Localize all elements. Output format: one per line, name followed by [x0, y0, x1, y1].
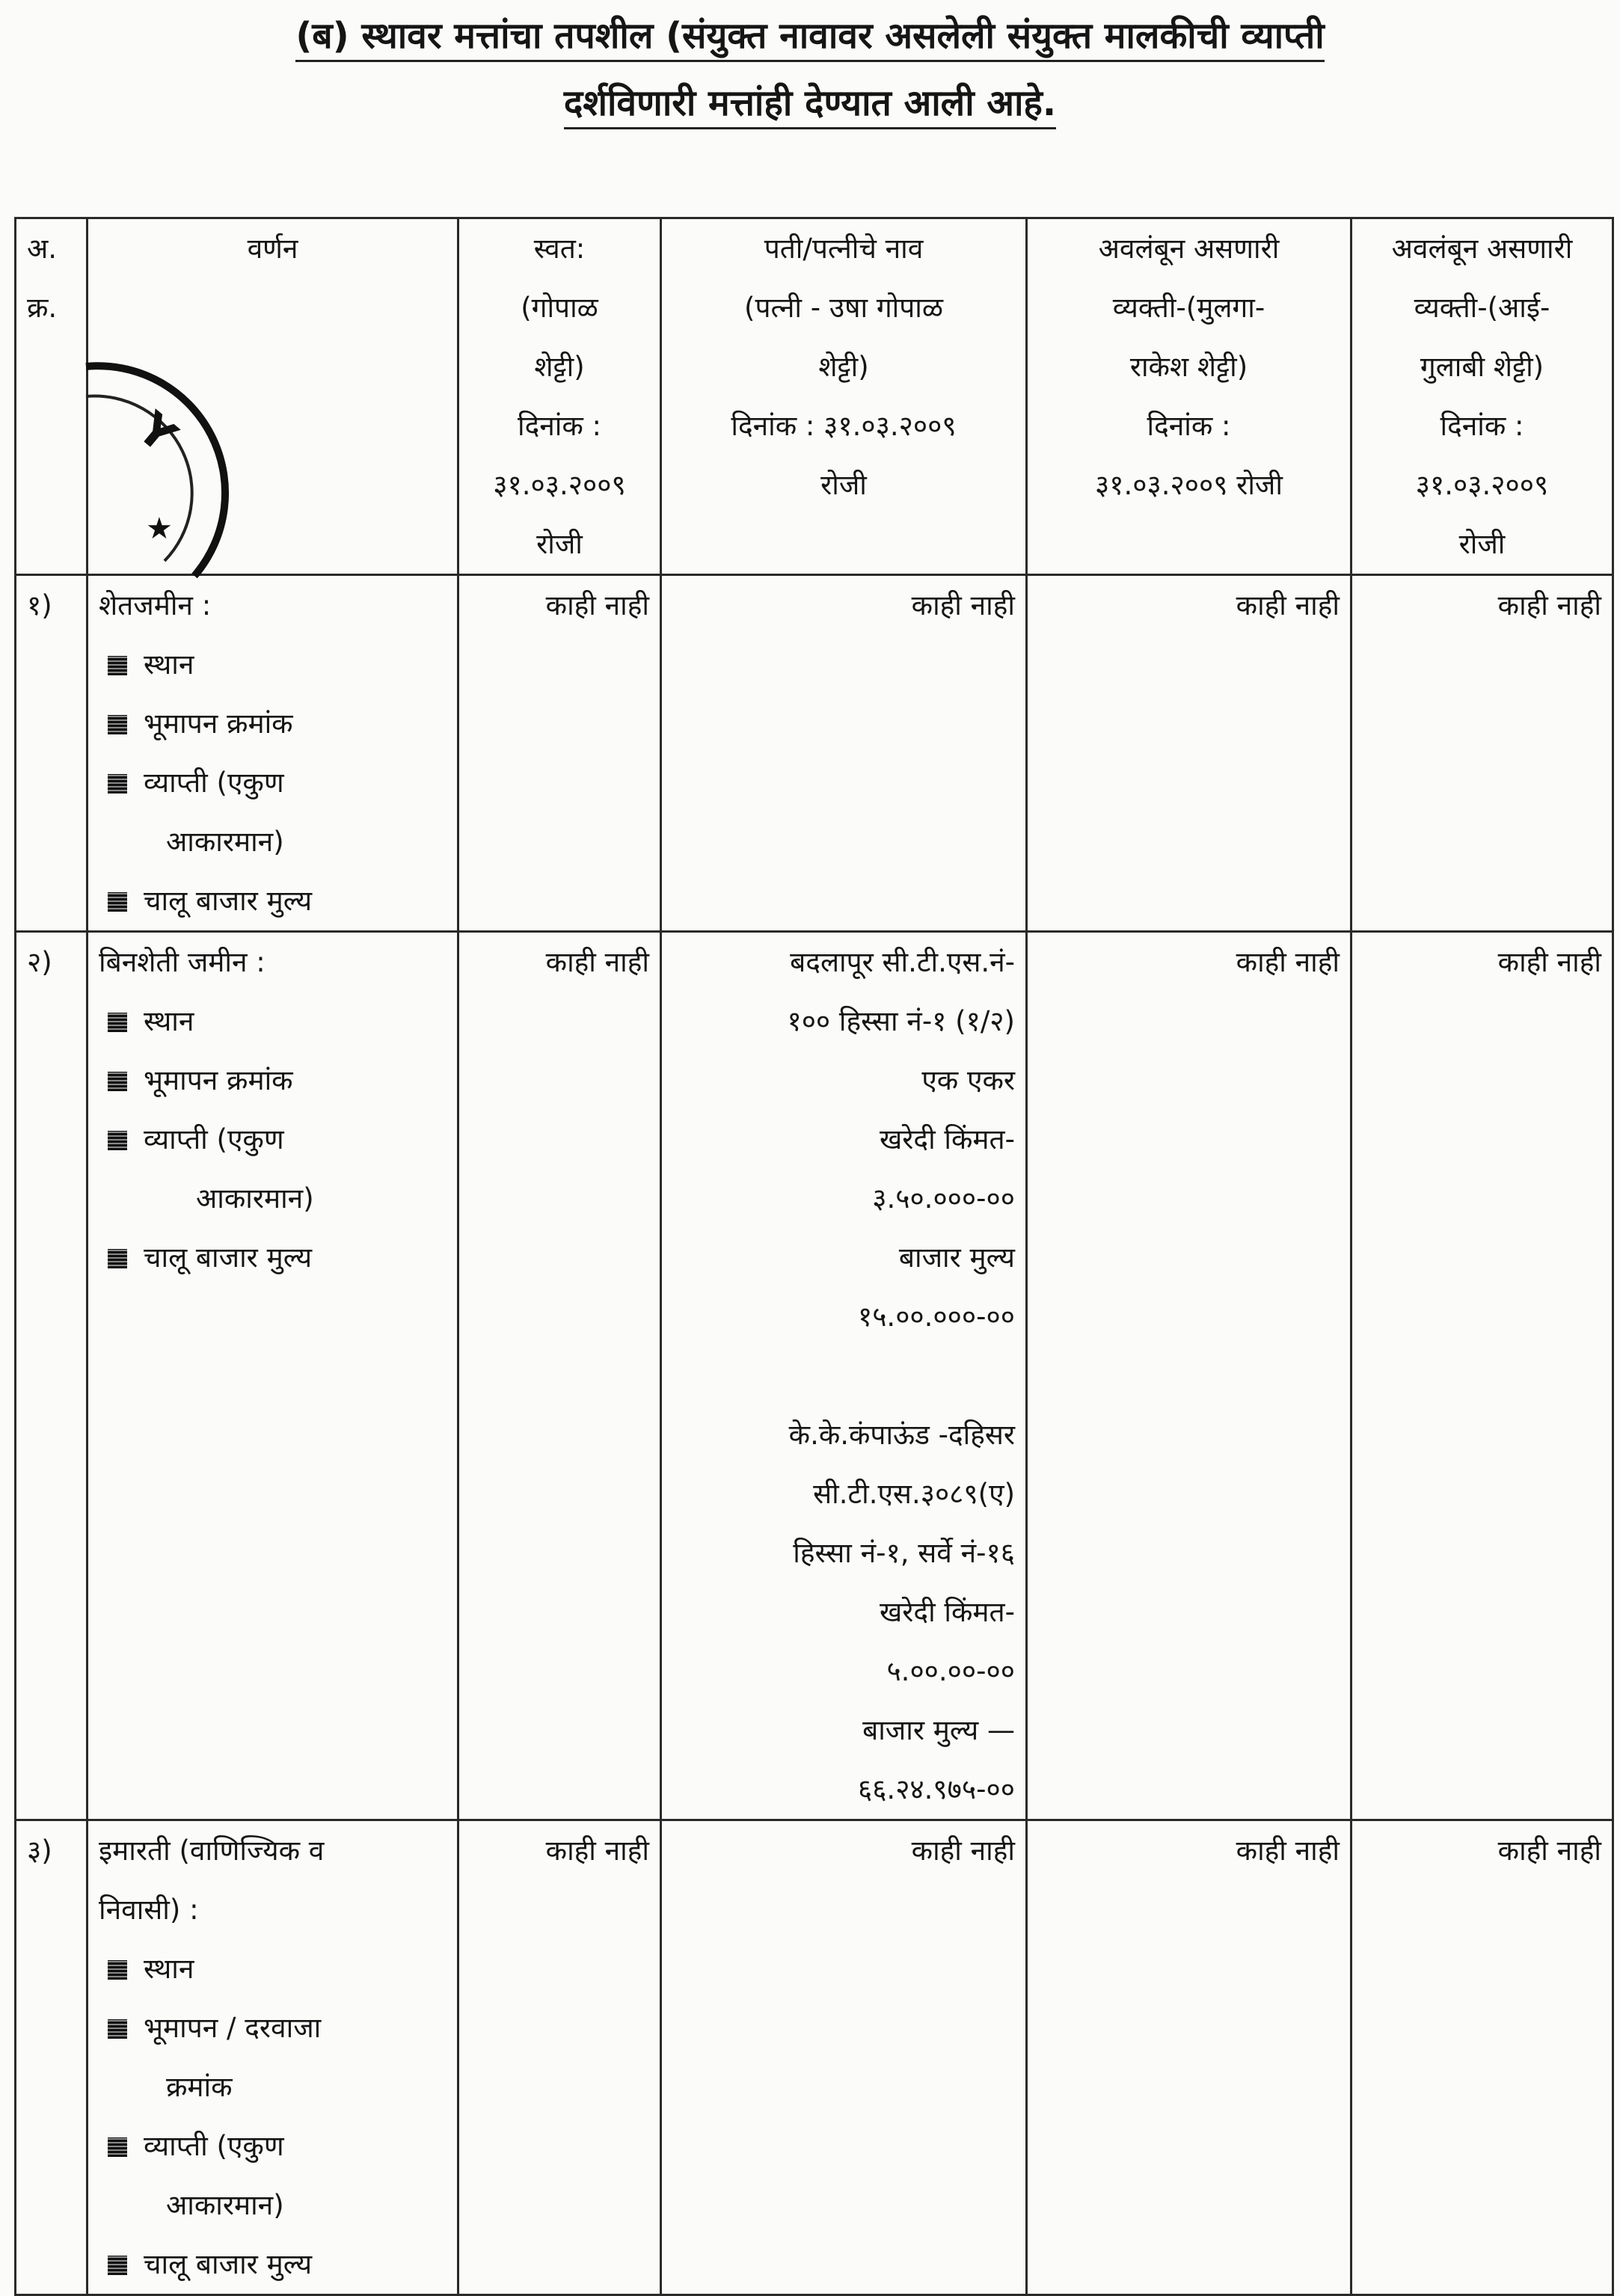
dependent-mother-cell: काही नाही — [1351, 1820, 1613, 2295]
description-cell: बिनशेती जमीन : स्थान भूमापन क्रमांक व्याप्ती (एकुण आकारमान) चालू बाजार मुल्य — [88, 932, 458, 1820]
document-title-line2: दर्शविणारी मत्तांही देण्यात आली आहे. — [0, 78, 1620, 126]
table-row — [16, 575, 1613, 932]
svg-text:★: ★ — [146, 512, 173, 546]
dependent-mother-cell: काही नाही — [1351, 932, 1613, 1820]
description-cell: इमारती (वाणिज्यिक व निवासी) : स्थान भूमापन / दरवाजा क्रमांक व्याप्ती (एकुण आकारमान) चालू बाजार मुल्य — [88, 1820, 458, 2295]
serial-cell: २) — [16, 932, 88, 1820]
dependent-son-cell: काही नाही — [1027, 1820, 1351, 2295]
serial-cell: १) — [16, 575, 88, 932]
spouse-cell: काही नाही — [661, 575, 1027, 932]
table-row — [16, 1820, 1613, 2295]
spouse-cell: काही नाही — [661, 1820, 1027, 2295]
header-spouse: पती/पत्नीचे नाव (पत्नी - उषा गोपाळ शेट्टी) दिनांक : ३१.०३.२००९ रोजी — [661, 218, 1027, 575]
table-header-row — [16, 218, 1613, 575]
self-cell: काही नाही — [458, 1820, 661, 2295]
self-cell: काही नाही — [458, 932, 661, 1820]
header-dependent-son: अवलंबून असणारी व्यक्ती-(मुलगा- राकेश शेट्टी) दिनांक : ३१.०३.२००९ रोजी — [1027, 218, 1351, 575]
immovable-assets-table — [14, 217, 1614, 2296]
dependent-son-cell: काही नाही — [1027, 575, 1351, 932]
dependent-son-cell: काही नाही — [1027, 932, 1351, 1820]
dependent-mother-cell: काही नाही — [1351, 575, 1613, 932]
svg-text:Y: Y — [127, 402, 186, 464]
self-cell: काही नाही — [458, 575, 661, 932]
serial-cell: ३) — [16, 1820, 88, 2295]
table-row — [16, 932, 1613, 1820]
spouse-cell: बदलापूर सी.टी.एस.नं- १०० हिस्सा नं-१ (१/२) एक एकर खरेदी किंमत- ३.५०.०००-०० बाजार मुल्य १५.००.०००-०० के.के.कंपाऊंड -दहिसर सी.टी.एस.३०८९(ए) हिस्सा नं-१, सर्वे नं-१६ खरेदी किंमत- ५.००.००-०० बाजार मुल्य — ६६.२४.९७५-०० — [661, 932, 1027, 1820]
header-dependent-mother: अवलंबून असणारी व्यक्ती-(आई- गुलाबी शेट्टी) दिनांक : ३१.०३.२००९ रोजी — [1351, 218, 1613, 575]
header-self: स्वत: (गोपाळ शेट्टी) दिनांक : ३१.०३.२००९ रोजी — [458, 218, 661, 575]
document-title-line1: (ब) स्थावर मत्तांचा तपशील (संयुक्त नावावर असलेली संयुक्त मालकीची व्याप्ती — [0, 10, 1620, 59]
header-serial: अ. क्र. — [16, 218, 88, 575]
header-description: वर्णन — [88, 218, 458, 575]
description-cell: शेतजमीन : स्थान भूमापन क्रमांक व्याप्ती (एकुण आकारमान) चालू बाजार मुल्य — [88, 575, 458, 932]
